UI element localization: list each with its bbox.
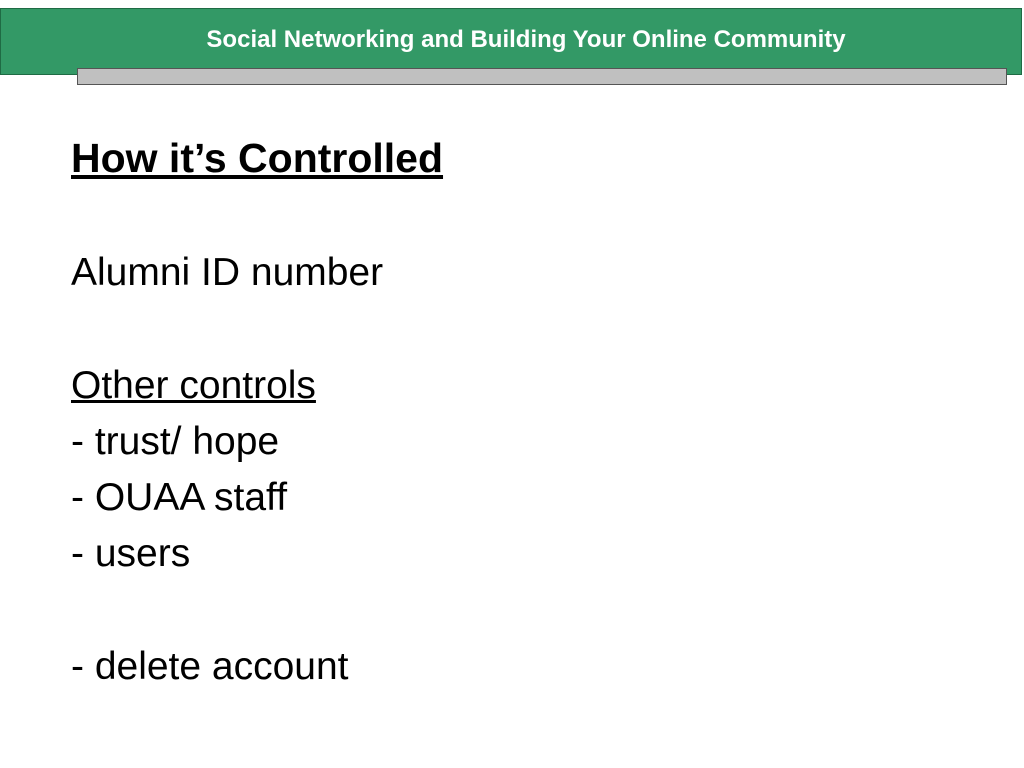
list-item: - OUAA staff (71, 476, 288, 519)
header-title: Social Networking and Building Your Online Community (206, 26, 846, 53)
header-divider (77, 68, 1007, 85)
list-item: - trust/ hope (71, 420, 280, 463)
slide-heading: How it’s Controlled (71, 135, 444, 181)
other-controls-heading: Other controls (71, 364, 316, 407)
delete-account-item: - delete account (71, 645, 349, 688)
list-item: - users (71, 532, 191, 575)
header-bar (0, 8, 1022, 75)
alumni-id-text: Alumni ID number (71, 251, 384, 294)
